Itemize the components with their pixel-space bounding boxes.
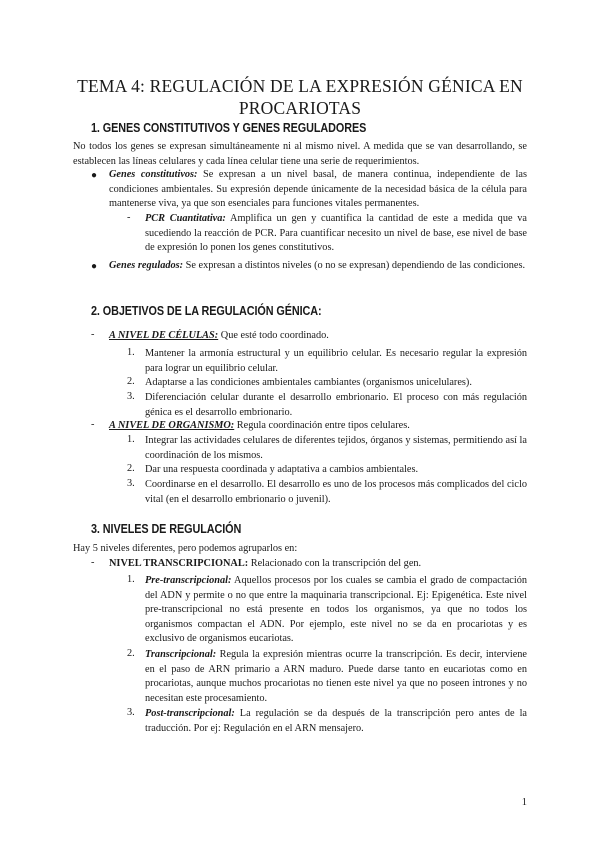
item-text: Regula la expresión mientras ocurre la transcripción. Es decir, interviene en el paso de ARN primario a ARN maduro. Puede darse tanto en eucariotas como en procariotas, aunque muchos procariotas no tienen este nivel ya que no poseen intrones y no necesitan este procesamiento. — [145, 649, 527, 704]
list-item: Diferenciación celular durante el desarrollo embrionario. El proceso con más regulación génica es el desarrollo embrionario. — [145, 392, 527, 418]
item-text: Se expresan a distintos niveles (o no se expresan) dependiendo de las condiciones. — [183, 260, 526, 271]
nivel-transcripcional-item — [109, 557, 527, 572]
pcr-cuantitativa-item — [145, 212, 527, 256]
section-3-heading: 3. NIVELES DE REGULACIÓN — [91, 522, 242, 536]
list-number: 1. — [127, 434, 135, 445]
item-text: Regula coordinación entre tipos celulares. — [234, 420, 410, 431]
page-title: TEMA 4: REGULACIÓN DE LA EXPRESIÓN GÉNICA EN PROCARIOTAS — [77, 76, 523, 118]
term-label: Genes regulados: — [109, 260, 184, 271]
term-label: Post-transcripcional: — [145, 708, 235, 719]
genes-regulados-item — [109, 259, 527, 274]
section-2-heading: 2. OBJETIVOS DE LA REGULACIÓN GÉNICA: — [91, 304, 322, 318]
list-item — [145, 707, 527, 736]
item-text: Amplifica un gen y cuantifica la cantidad de este a medida que va sucediendo la reacción de PCR. Para cuantificar necesito un nivel de base, ese nivel de base de expresión lo ponen los genes constitutivos. — [145, 213, 528, 253]
term-label: Transcripcional: — [145, 649, 217, 660]
list-number: 3. — [127, 478, 135, 489]
list-number: 3. — [127, 707, 135, 718]
section-3-intro: Hay 5 niveles diferentes, pero podemos agruparlos en: — [73, 543, 298, 554]
term-label: PCR Cuantitativa: — [145, 213, 226, 224]
section-1-heading: 1. GENES CONSTITUTIVOS Y GENES REGULADORES — [91, 121, 367, 135]
page-number: 1 — [521, 797, 527, 808]
list-item — [145, 574, 527, 647]
list-item: Adaptarse a las condiciones ambientales cambiantes (organismos unicelulares). — [145, 377, 472, 388]
bullet-marker: ● — [91, 170, 98, 181]
dash-marker: - — [91, 419, 95, 430]
nivel-celulas-item — [109, 329, 527, 344]
term-label: Pre-transcripcional: — [145, 575, 232, 586]
item-text: Aquellos procesos por los cuales se cambia el grado de compactación del ADN y permite o no que entre la maquinaria transcripcional. Ej: Epigenética. Este nivel pre-transcripcional no está presente en todos los organismos, ya que no todos los organismos compactan el ADN. Por ejemplo, este nivel no se da en procariotas y es exclusivo de organismos eucariotas. — [145, 575, 527, 644]
list-item: Integrar las actividades celulares de diferentes tejidos, órganos y sistemas, permitiendo así la coordinación de los mismos. — [145, 435, 527, 461]
list-number: 2. — [127, 376, 135, 387]
dash-marker: - — [91, 329, 95, 340]
dash-marker: - — [127, 212, 131, 223]
term-label: A NIVEL DE CÉLULAS: — [109, 330, 219, 341]
nivel-organismo-item — [109, 419, 527, 434]
list-item: Coordinarse en el desarrollo. El desarrollo es uno de los procesos más complicados del ciclo vital (en el desarrollo embrionario o juvenil). — [145, 479, 527, 505]
item-text: La regulación se da después de la transcripción pero antes de la traducción. Por ej: Regulación en el ARN mensajero. — [145, 708, 527, 734]
list-number: 1. — [127, 574, 135, 585]
term-label: Genes constitutivos: — [109, 169, 198, 180]
item-text: Se expresan a un nivel basal, de manera continua, independiente de las condiciones ambientales. Su expresión depende únicamente de la necesidad básica de la célula para mantenerse viva, ya que son esenciales para funciones vitales permanentes. — [109, 169, 527, 209]
list-item: Mantener la armonía estructural y un equilibrio celular. Es necesario regular la expresión para lograr un equilibrio celular. — [145, 348, 527, 374]
term-label: A NIVEL DE ORGANISMO: — [109, 420, 235, 431]
section-1-intro: No todos los genes se expresan simultáneamente ni al mismo nivel. A medida que se van desarrollando, se establecen las líneas celulares y cada línea celular tiene una serie de requerimientos. — [73, 141, 527, 167]
list-item — [145, 648, 527, 706]
list-number: 3. — [127, 391, 135, 402]
dash-marker: - — [91, 557, 95, 568]
bullet-marker: ● — [91, 261, 98, 272]
list-number: 1. — [127, 347, 135, 358]
list-item: Dar una respuesta coordinada y adaptativa a cambios ambientales. — [145, 464, 419, 475]
item-text: Que esté todo coordinado. — [218, 330, 329, 341]
genes-constitutivos-item — [109, 168, 527, 212]
list-number: 2. — [127, 463, 135, 474]
list-number: 2. — [127, 648, 135, 659]
item-text: Relacionado con la transcripción del gen. — [248, 558, 422, 569]
term-label: NIVEL TRANSCRIPCIONAL: — [109, 558, 249, 569]
